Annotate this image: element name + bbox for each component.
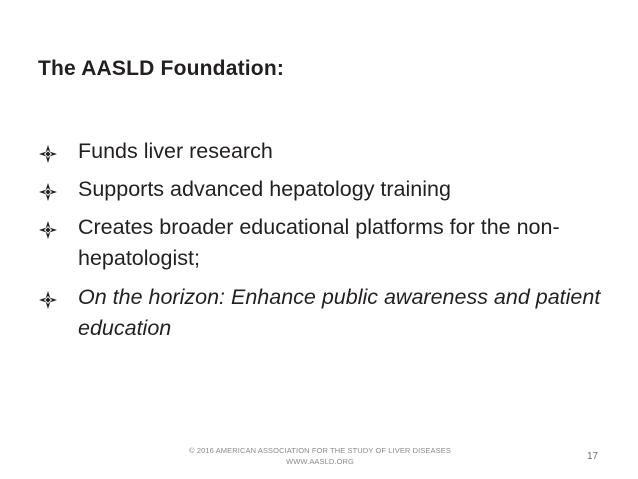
bullet-text: On the horizon: Enhance public awareness and patient education bbox=[78, 285, 601, 340]
bullet-text: Funds liver research bbox=[78, 139, 273, 163]
copyright-footer bbox=[160, 445, 480, 467]
bullet-text: Creates broader educational platforms for the non-hepatologist; bbox=[78, 215, 560, 270]
diamond-bullet-icon bbox=[38, 144, 58, 164]
diamond-bullet-icon bbox=[38, 220, 58, 240]
copyright-line: © 2016 AMERICAN ASSOCIATION FOR THE STUDY OF LIVER DISEASES bbox=[189, 446, 451, 455]
page-number: 17 bbox=[587, 451, 599, 462]
diamond-bullet-icon bbox=[38, 290, 58, 310]
bullet-item bbox=[38, 282, 618, 344]
bullet-item bbox=[38, 136, 618, 167]
bullet-item bbox=[38, 174, 618, 205]
website-url: WWW.AASLD.ORG bbox=[286, 457, 354, 466]
bullet-text: Supports advanced hepatology training bbox=[78, 177, 451, 201]
bullet-item bbox=[38, 212, 618, 274]
diamond-bullet-icon bbox=[38, 182, 58, 202]
slide-title: The AASLD Foundation: bbox=[38, 57, 285, 80]
bullet-list bbox=[38, 136, 618, 350]
